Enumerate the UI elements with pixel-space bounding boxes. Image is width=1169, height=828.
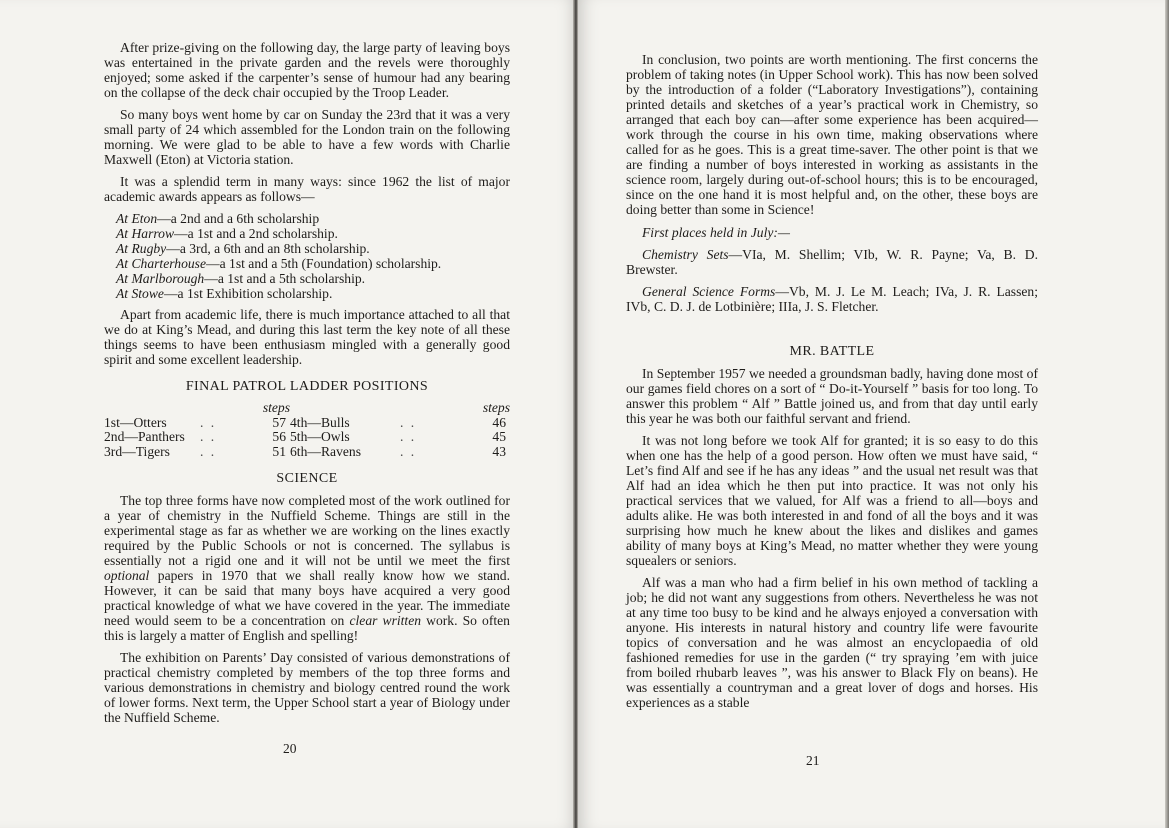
ladder-row — [104, 430, 510, 445]
patrol-position: 5th—Owls — [290, 429, 350, 444]
chemistry-sets-winners: —VIa, M. Shellim; VIb, W. R. Payne; Va, B. D. Brewster. — [626, 247, 1038, 277]
general-science-entry — [626, 284, 1038, 314]
paragraph-groundsman: In September 1957 we needed a groundsman badly, having done most of our games field chores on a sort of “ Do-it-Yourself ” basis for too long. To answer this problem “ Alf ” Battle joined us, and from that day until early this year he was both our faithful servant and friend. — [626, 366, 1038, 426]
general-science-label: General Science Forms — [642, 284, 776, 299]
patrol-steps: 56 — [272, 429, 286, 444]
award-item — [104, 241, 510, 256]
mr-battle-heading: MR. BATTLE — [789, 344, 875, 359]
leader-dots: . . — [200, 414, 217, 430]
patrol-position: 3rd—Tigers — [104, 443, 170, 459]
right-page — [578, 0, 1169, 828]
award-text: —a 3rd, a 6th and an 8th scholarship. — [166, 241, 370, 256]
award-item — [104, 286, 510, 301]
patrol-steps: 43 — [492, 443, 506, 459]
page-number: 21 — [806, 753, 820, 768]
patrol-position: 6th—Ravens — [290, 443, 361, 459]
text-run: work. So often this is largely a matter of English and spelling! — [104, 613, 510, 643]
paragraph-conclusion: In conclusion, two points are worth mentioning. The first concerns the problem of taking notes (in Upper School work). This has now been solved by the introduction of a folder (“Laboratory Investigations”), containing printed details and sketches of a year’s practical work in Chemistry, so arranged that each boy can—after some experience has been acquired—work through the course in his own time, making observations where called for as he goes. This is a great time-saver. The other point is that we are finding a number of boys interested in working as assistants in the science room, largely during out-of-school hours; this is to be encouraged, since on the one hand it is most helpful and, on the other, these boys are doing better than some in Science! — [626, 52, 1038, 217]
leader-dots: . . — [400, 443, 417, 459]
award-item — [104, 271, 510, 286]
leader-dots: . . — [200, 429, 217, 444]
steps-label: steps — [482, 400, 510, 415]
patrol-steps: 45 — [492, 429, 506, 444]
award-text: —a 1st Exhibition scholarship. — [163, 286, 333, 301]
general-science-winners: —Vb, M. J. Le M. Leach; IVa, J. R. Lassen; IVb, C. D. J. de Lotbinière; IIIa, J. S. Fletcher. — [626, 284, 1038, 314]
chemistry-sets-entry — [626, 247, 1038, 277]
right-column — [626, 52, 1038, 717]
first-places-lead: First places held in July:— — [642, 225, 790, 240]
ladder-header-row — [104, 401, 510, 416]
leader-dots: . . — [400, 429, 417, 444]
leader-dots: . . — [400, 414, 417, 430]
patrol-steps: 57 — [272, 414, 286, 430]
science-heading: SCIENCE — [276, 471, 338, 486]
award-school: At Stowe — [116, 286, 164, 301]
page-edge — [1165, 0, 1169, 828]
first-places-section — [626, 225, 1038, 314]
emphasis-clear-written: clear written — [349, 613, 422, 628]
page-number: 20 — [283, 741, 297, 756]
awards-list — [104, 211, 510, 301]
award-school: At Charterhouse — [116, 256, 206, 271]
left-page — [0, 0, 578, 828]
text-run: The top three forms have now completed most of the work outlined for a year of chemistry in the Nuffield Scheme. Things are still in the experimental stage as far as whether we are working on the lines exactly required by the Public Schools or not is concerned. The syllabus is essentially not a rigid one and it will not be until we meet the first — [104, 493, 510, 568]
award-item — [104, 226, 510, 241]
patrol-position: 1st—Otters — [104, 414, 167, 430]
paragraph-parents-day: The exhibition on Parents’ Day consisted of various demonstrations of practical chemistry completed by members of the top three forms and various demonstrations in chemistry and biology centred round the work of lower forms. Next term, the Upper School start a year of Biology under the Nuffield Scheme. — [104, 650, 510, 725]
leader-dots: . . — [200, 443, 217, 459]
paragraph-alf-friend: It was not long before we took Alf for granted; it is so easy to do this when one has the help of a good person. How often we must have said, “ Let’s find Alf and see if he has any ideas ” and the usual net result was that Alf had an idea which he then put into practice. It was not only his practical services that we valued, for Alf was a friend to all—boys and adults alike. He was both interested in and fond of all the boys and it was surprising how much he knew about the likes and dislikes and games ability of many boys at King’s Mead, no matter whether they were young squealers or seniors. — [626, 433, 1038, 568]
award-school: At Eton — [116, 211, 158, 226]
award-item — [104, 211, 510, 226]
ladder-row — [104, 416, 510, 431]
steps-label: steps — [262, 400, 290, 415]
text-run: papers in 1970 that we shall really know how we stand. However, it can be said that many boys have acquired a very good practical knowledge of what we have covered in the year. The immediate need would seem to be a concentration on — [104, 568, 510, 628]
award-text: —a 1st and a 2nd scholarship. — [174, 226, 338, 241]
paragraph-prize-giving: After prize-giving on the following day, the large party of leaving boys was entertained in the private garden and the revels were thoroughly enjoyed; some asked if the carpenter’s sense of humour had any bearing on the collapse of the deck chair occupied by the Troop Leader. — [104, 40, 510, 100]
ladder-heading: FINAL PATROL LADDER POSITIONS — [185, 379, 429, 394]
award-school: At Harrow — [116, 226, 175, 241]
ladder-row — [104, 445, 510, 460]
patrol-steps: 46 — [492, 414, 506, 430]
patrol-ladder-table — [104, 401, 510, 459]
award-school: At Rugby — [116, 241, 167, 256]
award-text: —a 1st and a 5th (Foundation) scholarship. — [206, 256, 442, 271]
paragraph-splendid-term: It was a splendid term in many ways: since 1962 the list of major academic awards appears as follows— — [104, 174, 510, 204]
paragraph-london-train: So many boys went home by car on Sunday the 23rd that it was a very small party of 24 which assembled for the London train on the following morning. We were glad to be able to have a few words with Charlie Maxwell (Eton) at Victoria station. — [104, 107, 510, 167]
award-item — [104, 256, 510, 271]
paragraph-alf-method: Alf was a man who had a firm belief in his own method of tackling a job; he did not want any suggestions from others. Nevertheless he was not at any time too busy to be kind and he always enjoyed a conversation with anyone. His interests in natural history and country life were favourite topics of conversation and he was almost an encyclopaedia of old fashioned remedies for use in the garden (“ try spraying ’em with juice from boiled rhubarb leaves ”, was his answer to Black Fly on beans). He was essentially a countryman and a great lover of dogs and horses. His experiences as a stable — [626, 575, 1038, 710]
award-text: —a 1st and a 5th scholarship. — [204, 271, 366, 286]
award-text: —a 2nd and a 6th scholarship — [157, 211, 320, 226]
chemistry-sets-label: Chemistry Sets — [642, 247, 729, 262]
patrol-position: 2nd—Panthers — [104, 429, 185, 444]
award-school: At Marlborough — [116, 271, 205, 286]
paragraph-science-nuffield — [104, 493, 510, 643]
patrol-steps: 51 — [272, 443, 286, 459]
paragraph-academic-life: Apart from academic life, there is much importance attached to all that we do at King’s Mead, and during this last term the key note of all these things seems to have been enthusiasm mingled with a generally good spirit and some excellent leadership. — [104, 307, 510, 367]
emphasis-optional: optional — [104, 568, 150, 583]
left-column — [104, 40, 510, 732]
patrol-position: 4th—Bulls — [290, 414, 350, 430]
